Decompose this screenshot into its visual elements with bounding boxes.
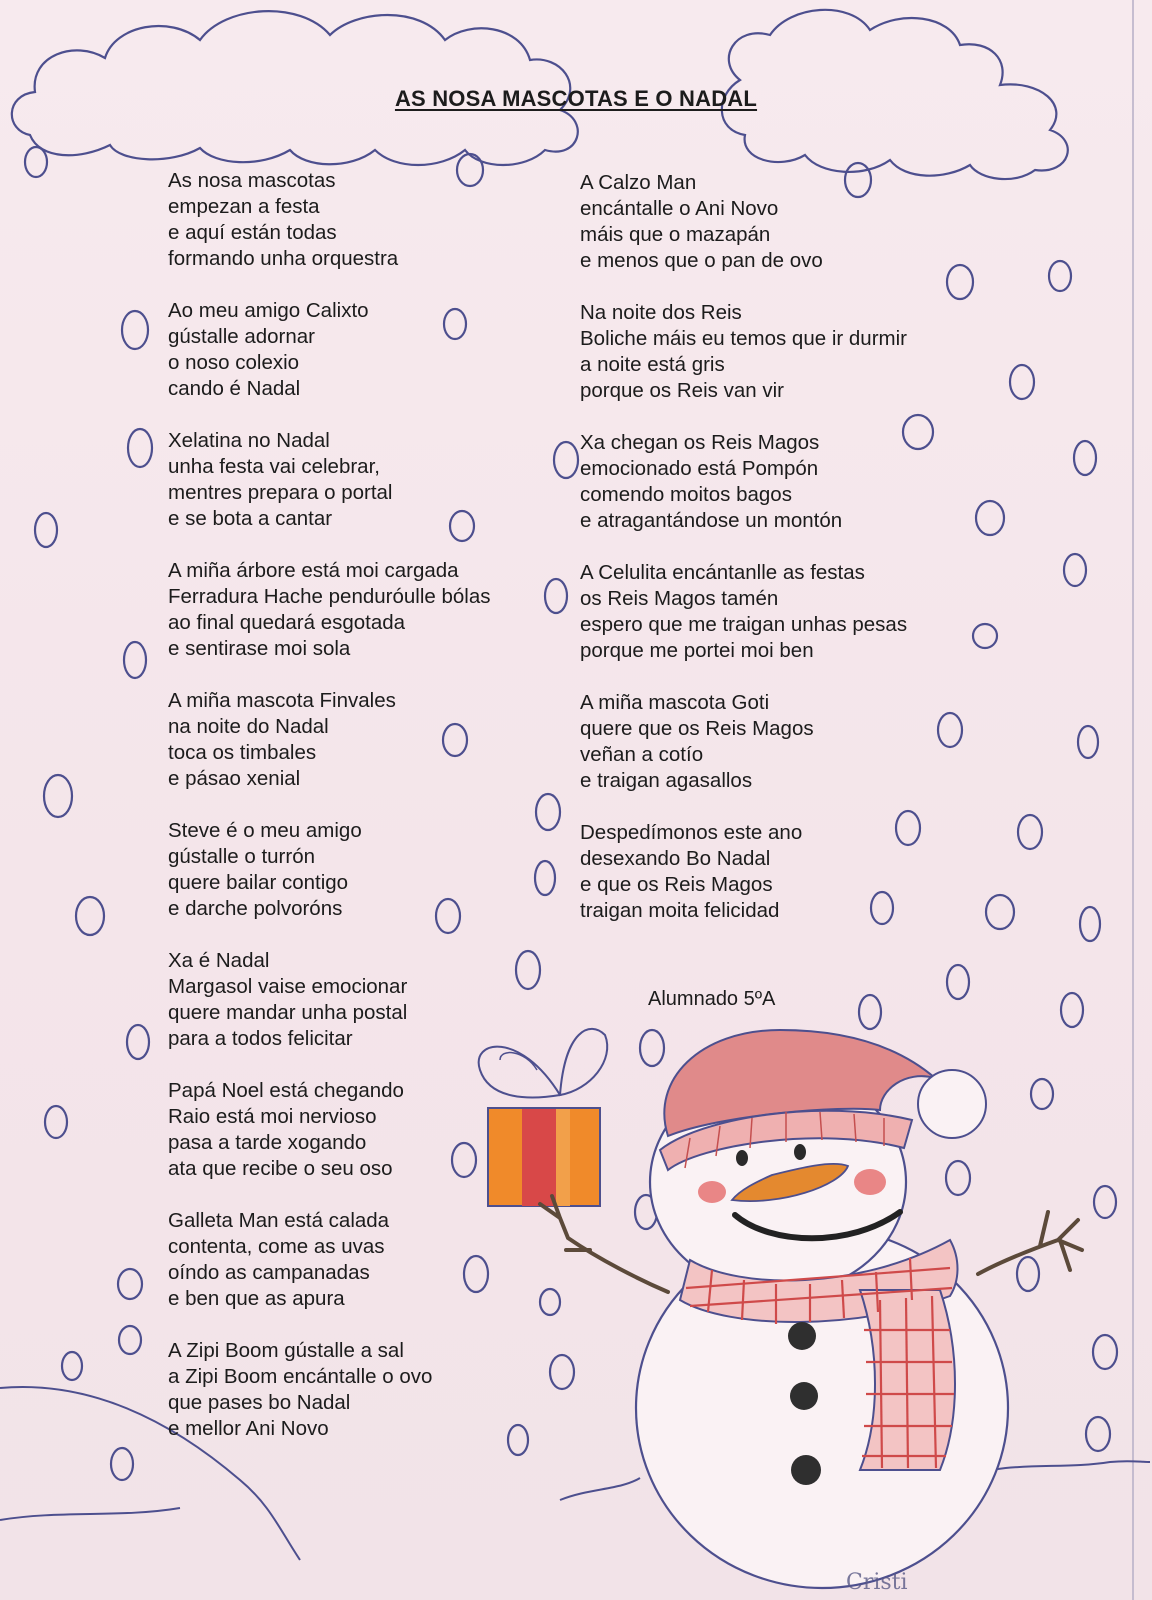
verse-line: e darche polvoróns bbox=[168, 897, 343, 920]
verse-line: Papá Noel está chegando bbox=[168, 1079, 404, 1102]
verse-line: empezan a festa bbox=[168, 195, 320, 218]
verse-line: a noite está gris bbox=[580, 353, 725, 376]
verse-line: quere bailar contigo bbox=[168, 871, 349, 894]
verse-line: gústalle o turrón bbox=[168, 845, 316, 868]
verse-line: máis que o mazapán bbox=[580, 223, 771, 246]
stanza bbox=[168, 298, 538, 402]
stanza bbox=[580, 170, 1000, 274]
verse-line: para a todos felicitar bbox=[168, 1027, 353, 1050]
stanza bbox=[168, 818, 538, 922]
verse-line: A miña árbore está moi cargada bbox=[168, 559, 459, 582]
stanza bbox=[168, 1078, 538, 1182]
verse-line: quere que os Reis Magos bbox=[580, 717, 814, 740]
verse-line: cando é Nadal bbox=[168, 377, 301, 400]
verse-line: Galleta Man está calada bbox=[168, 1209, 390, 1232]
verse-line: Ferradura Hache penduróulle bólas bbox=[168, 585, 491, 608]
stanza bbox=[168, 168, 538, 272]
verse-line: toca os timbales bbox=[168, 741, 317, 764]
verse-line: e menos que o pan de ovo bbox=[580, 249, 823, 272]
verse-line: os Reis Magos tamén bbox=[580, 587, 779, 610]
verse-line: e atragantándose un montón bbox=[580, 509, 843, 532]
verse-line: A miña mascota Goti bbox=[580, 691, 770, 714]
verse-line: e traigan agasallos bbox=[580, 769, 753, 792]
poem-column-left bbox=[168, 168, 538, 1468]
verse-line: Boliche máis eu temos que ir durmir bbox=[580, 327, 907, 350]
verse-line: Xa é Nadal bbox=[168, 949, 270, 972]
verse-line: ata que recibe o seu oso bbox=[168, 1157, 393, 1180]
verse-line: desexando Bo Nadal bbox=[580, 847, 771, 870]
verse-line: Xelatina no Nadal bbox=[168, 429, 330, 452]
verse-line: encántalle o Ani Novo bbox=[580, 197, 779, 220]
verse-line: Margasol vaise emocionar bbox=[168, 975, 408, 998]
verse-line: mentres prepara o portal bbox=[168, 481, 393, 504]
stanza bbox=[580, 300, 1000, 404]
verse-line: pasa a tarde xogando bbox=[168, 1131, 367, 1154]
verse-line: comendo moitos bagos bbox=[580, 483, 792, 506]
verse-line: A Zipi Boom gústalle a sal bbox=[168, 1339, 404, 1362]
stanza bbox=[580, 430, 1000, 534]
stanza bbox=[168, 428, 538, 532]
stanza bbox=[580, 560, 1000, 664]
verse-line: traigan moita felicidad bbox=[580, 899, 780, 922]
verse-line: na noite do Nadal bbox=[168, 715, 329, 738]
verse-line: As nosa mascotas bbox=[168, 169, 336, 192]
verse-line: Steve é o meu amigo bbox=[168, 819, 362, 842]
verse-line: e ben que as apura bbox=[168, 1287, 345, 1310]
stanza bbox=[580, 820, 1000, 924]
verse-line: gústalle adornar bbox=[168, 325, 316, 348]
verse-line: A Celulita encántanlle as festas bbox=[580, 561, 865, 584]
stanza bbox=[168, 1338, 538, 1442]
verse-line: e sentirase moi sola bbox=[168, 637, 351, 660]
verse-line: e que os Reis Magos bbox=[580, 873, 773, 896]
verse-line: contenta, come as uvas bbox=[168, 1235, 385, 1258]
stanza bbox=[168, 1208, 538, 1312]
handwritten-signature: Cristi bbox=[846, 1570, 908, 1595]
verse-line: o noso colexio bbox=[168, 351, 300, 374]
verse-line: emocionado está Pompón bbox=[580, 457, 819, 480]
verse-line: unha festa vai celebrar, bbox=[168, 455, 380, 478]
stanza bbox=[580, 690, 1000, 794]
verse-line: espero que me traigan unhas pesas bbox=[580, 613, 908, 636]
stanza bbox=[168, 948, 538, 1052]
verse-line: quere mandar unha postal bbox=[168, 1001, 408, 1024]
verse-line: oíndo as campanadas bbox=[168, 1261, 370, 1284]
verse-line: Despedímonos este ano bbox=[580, 821, 803, 844]
verse-line: Raio está moi nervioso bbox=[168, 1105, 377, 1128]
verse-line: veñan a cotío bbox=[580, 743, 704, 766]
verse-line: e aquí están todas bbox=[168, 221, 337, 244]
verse-line: que pases bo Nadal bbox=[168, 1391, 351, 1414]
verse-line: Ao meu amigo Calixto bbox=[168, 299, 369, 322]
verse-line: porque me portei moi ben bbox=[580, 639, 814, 662]
poem-column-right bbox=[580, 170, 1000, 950]
page-title: AS NOSA MASCOTAS E O NADAL bbox=[394, 86, 758, 111]
verse-line: e se bota a cantar bbox=[168, 507, 333, 530]
verse-line: Na noite dos Reis bbox=[580, 301, 742, 324]
verse-line: formando unha orquestra bbox=[168, 247, 399, 270]
snowman bbox=[540, 1030, 1082, 1588]
class-signature: Alumnado 5ºA bbox=[648, 988, 776, 1010]
verse-line: A miña mascota Finvales bbox=[168, 689, 396, 712]
verse-line: e mellor Ani Novo bbox=[168, 1417, 329, 1440]
verse-line: ao final quedará esgotada bbox=[168, 611, 406, 634]
verse-line: a Zipi Boom encántalle o ovo bbox=[168, 1365, 433, 1388]
stanza bbox=[168, 688, 538, 792]
verse-line: A Calzo Man bbox=[580, 171, 697, 194]
stanza bbox=[168, 558, 538, 662]
verse-line: e pásao xenial bbox=[168, 767, 301, 790]
verse-line: porque os Reis van vir bbox=[580, 379, 784, 402]
verse-line: Xa chegan os Reis Magos bbox=[580, 431, 820, 454]
